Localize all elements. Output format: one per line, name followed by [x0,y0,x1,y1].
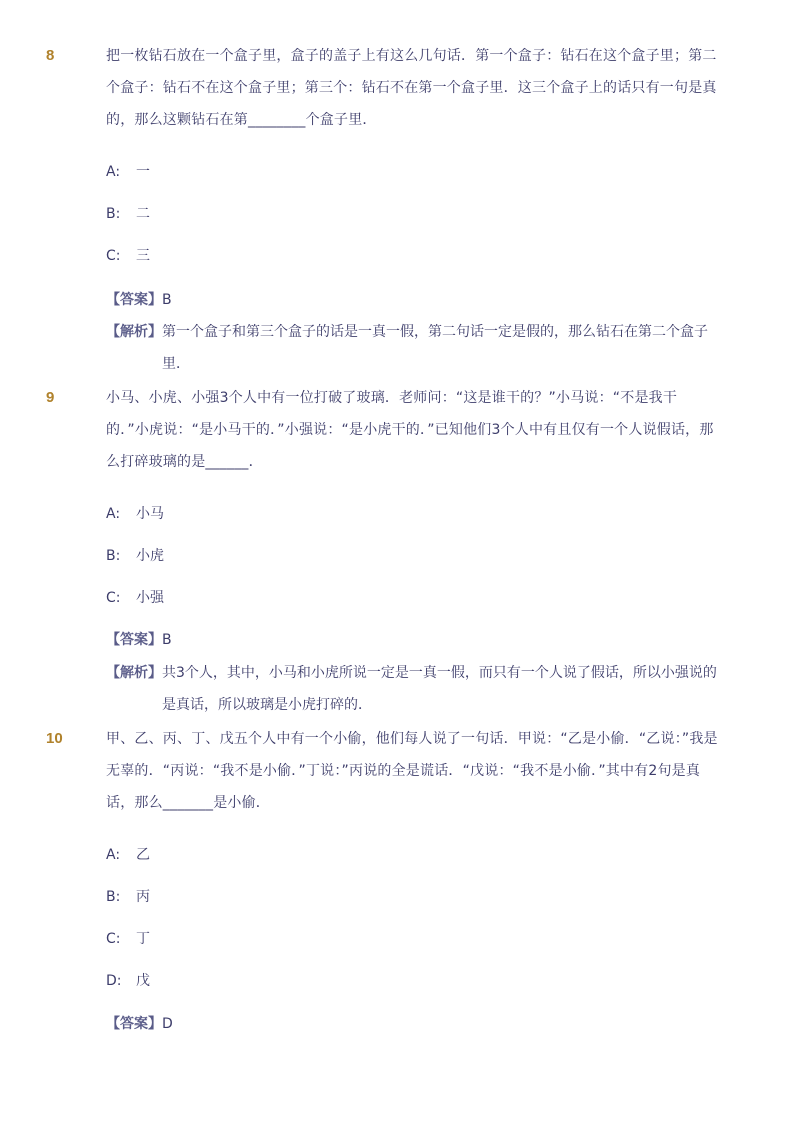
option-a[interactable] [106,162,150,182]
option-text: 丙 [136,889,150,905]
analysis-text: 第一个盒子和第三个盒子的话是一真一假，第二句话一定是假的，那么钻石在第二个盒子里． [162,324,708,372]
option-letter: B: [106,548,121,564]
analysis-row [106,316,718,380]
option-b[interactable] [106,204,150,224]
answer-row [106,290,172,310]
option-letter: B: [106,206,121,222]
analysis-text: 共3个人，其中，小马和小虎所说一定是一真一假，而只有一个人说了假话，所以小强说的是真话，所以玻璃是小虎打碎的． [162,665,717,713]
answer-value: B [162,632,172,648]
option-text: 三 [136,248,150,264]
answer-label: 【答案】 [106,292,162,308]
answer-row [106,630,172,650]
answer-value: D [162,1016,173,1032]
option-letter: B: [106,889,121,905]
option-letter: A: [106,164,121,180]
option-letter: A: [106,506,121,522]
option-text: 小虎 [136,548,164,564]
option-letter: C: [106,931,121,947]
option-text: 小强 [136,590,164,606]
option-text: 一 [136,164,150,180]
question-number: 10 [46,730,63,747]
analysis-row [106,657,718,721]
option-d[interactable] [106,971,150,991]
option-b[interactable] [106,887,150,907]
option-c[interactable] [106,246,150,266]
question-stem: 把一枚钻石放在一个盒子里，盒子的盖子上有这么几句话．第一个盒子：钻石在这个盒子里；第二个盒子：钻石不在这个盒子里；第三个：钻石不在第一个盒子里．这三个盒子上的话只有一句是真的，那么这颗钻石在第________个盒子里． [106,48,717,128]
option-text: 乙 [136,847,150,863]
option-a[interactable] [106,845,150,865]
option-text: 丁 [136,931,150,947]
answer-label: 【答案】 [106,1016,162,1032]
question-number: 8 [46,47,55,64]
option-letter: C: [106,248,121,264]
question-stem: 甲、乙、丙、丁、戊五个人中有一个小偷，他们每人说了一句话．甲说：“乙是小偷．“乙说：”我是无辜的．“丙说：“我不是小偷．”丁说：”丙说的全是谎话．“戊说：“我不是小偷．”其中有2句是真话，那么_______是小偷． [106,731,718,811]
option-text: 小马 [136,506,164,522]
answer-row [106,1014,173,1034]
option-letter: D: [106,973,122,989]
option-text: 二 [136,206,150,222]
option-b[interactable] [106,546,164,566]
option-letter: C: [106,590,121,606]
option-a[interactable] [106,504,164,524]
answer-value: B [162,292,172,308]
option-letter: A: [106,847,121,863]
option-c[interactable] [106,588,164,608]
option-c[interactable] [106,929,150,949]
question-number: 9 [46,389,55,406]
question-stem: 小马、小虎、小强3个人中有一位打破了玻璃．老师问：“这是谁干的？”小马说：“不是我干的．”小虎说：“是小马干的．”小强说：“是小虎干的．”已知他们3个人中有且仅有一个人说假话，那么打碎玻璃的是______． [106,390,714,470]
analysis-label: 【解析】 [106,324,162,340]
analysis-label: 【解析】 [106,665,162,681]
option-text: 戊 [136,973,150,989]
answer-label: 【答案】 [106,632,162,648]
